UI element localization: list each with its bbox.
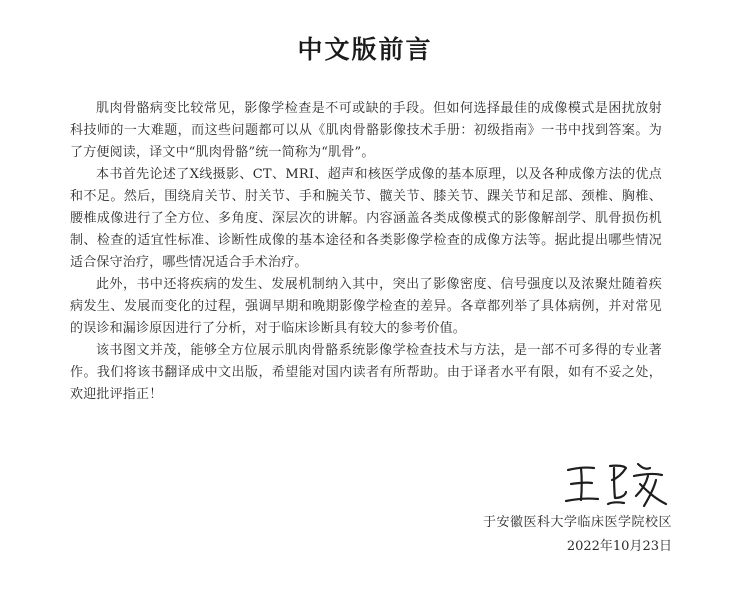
signature-date: 2022年10月23日 [566,539,672,554]
paragraph-4: 该书图文并茂，能够全方位展示肌肉骨骼系统影像学检查技术与方法，是一部不可多得的专业著作。我们将该书翻译成中文出版，希望能对国内读者有所帮助。由于译者水平有限，如有不妥之处，欢迎批评指正！ [70,343,662,402]
preface-body [70,98,662,406]
paragraph-1: 肌肉骨骼病变比较常见，影像学检查是不可或缺的手段。但如何选择最佳的成像模式是困扰放射科技师的一大难题，而这些问题都可以从《肌肉骨骼影像技术手册：初级指南》一书中找到答案。为了方便阅读，译文中“肌肉骨骼”统一简称为“肌骨”。 [70,101,662,160]
page-title: 中文版前言 [297,35,433,64]
paragraph-2: 本书首先论述了X线摄影、CT、MRI、超声和核医学成像的基本原理，以及各种成像方法的优点和不足。然后，围绕肩关节、肘关节、手和腕关节、髋关节、膝关节、踝关节和足部、颈椎、胸椎、腰椎成像进行了全方位、多角度、深层次的讲解。内容涵盖各类成像模式的影像解剖学、肌骨损伤机制、检查的适宜性标准、诊断性成像的基本途径和各类影像学检查的成像方法等。据此提出哪些情况适合保守治疗，哪些情况适合手术治疗。 [70,167,662,270]
handwritten-signature [562,456,672,510]
signature-affiliation: 于安徽医科大学临床医学院校区 [482,515,672,530]
paragraph-3: 此外，书中还将疾病的发生、发展机制纳入其中，突出了影像密度、信号强度以及浓聚灶随着疾病发生、发展而变化的过程，强调早期和晚期影像学检查的差异。各章都列举了具体病例，并对常见的误诊和漏诊原因进行了分析，对于临床诊断具有较大的参考价值。 [70,277,662,336]
